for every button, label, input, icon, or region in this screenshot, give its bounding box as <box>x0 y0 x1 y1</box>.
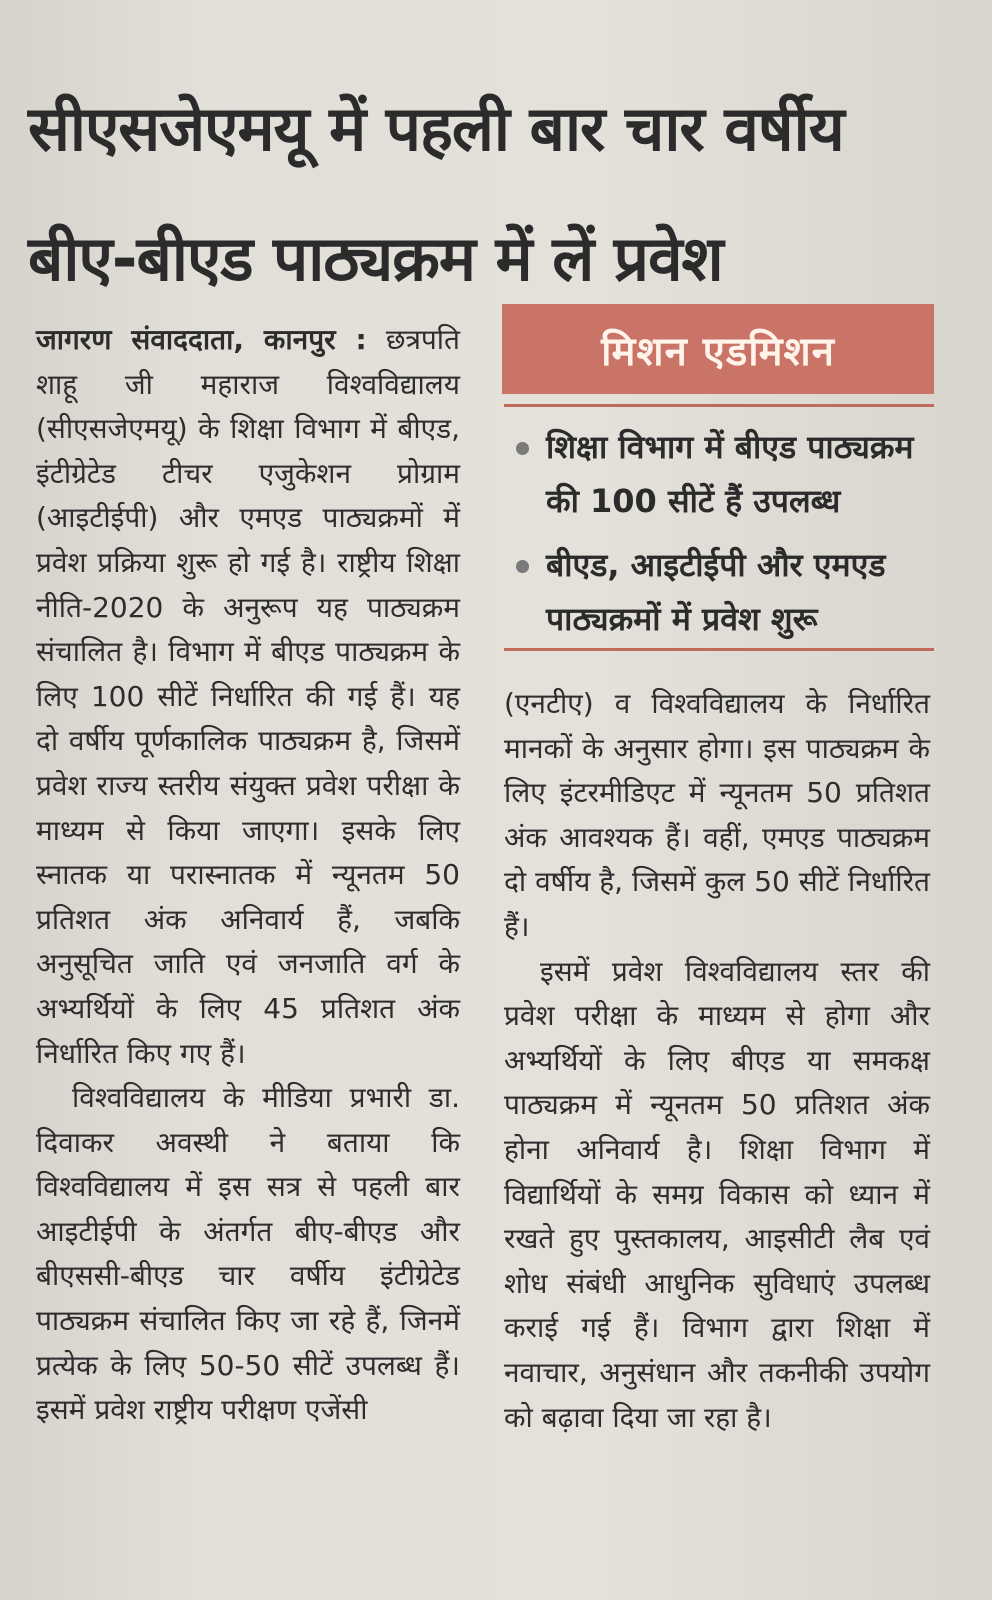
box-bottom-rule <box>504 648 934 651</box>
article-paragraph-1-text: छत्रपति शाहू जी महाराज विश्वविद्यालय (सीएसजेएमयू) के शिक्षा विभाग में बीएड, इंटीग्रेटेड टीचर एजुकेशन प्रोग्राम (आइटीईपी) और एमएड पाठ्यक्रमों में प्रवेश प्रक्रिया शुरू हो गई है। राष्ट्रीय शिक्षा नीति-2020 के अनुरूप यह पाठ्यक्रम संचालित है। विभाग में बीएड पाठ्यक्रम के लिए 100 सीटें निर्धारित की गई हैं। यह दो वर्षीय पूर्णकालिक पाठ्यक्रम है, जिसमें प्रवेश राज्य स्तरीय संयुक्त प्रवेश परीक्षा के माध्यम से किया जाएगा। इसके लिए स्नातक या परास्नातक में न्यूनतम 50 प्रतिशत अंक अनिवार्य हैं, जबकि अनुसूचित जाति एवं जनजाति वर्ग के अभ्यर्थियों के लिए 45 प्रतिशत अंक निर्धारित किए गए हैं। <box>36 323 461 1070</box>
article-paragraph-4: इसमें प्रवेश विश्वविद्यालय स्तर की प्रवेश परीक्षा के माध्यम से होगा और अभ्यर्थियों के लिए बीएड या समकक्ष पाठ्यक्रम में न्यूनतम 50 प्रतिशत अंक होना अनिवार्य है। शिक्षा विभाग में विद्यार्थियों के समग्र विकास को ध्यान में रखते हुए पुस्तकालय, आइसीटी लैब एवं शोध संबंधी आधुनिक सुविधाएं उपलब्ध कराई गई हैं। विभाग द्वारा शिक्षा में नवाचार, अनुसंधान और तकनीकी उपयोग को बढ़ावा दिया जा रहा है। <box>504 954 930 1434</box>
highlight-item <box>516 538 932 646</box>
box-title: मिशन एडमिशन <box>601 328 835 375</box>
headline <box>28 64 958 324</box>
highlights-list <box>516 420 932 656</box>
headline-line-1: सीएसजेएमयू में पहली बार चार वर्षीय <box>28 92 844 165</box>
article-column-right <box>504 682 930 1440</box>
article-paragraph-2: विश्वविद्यालय के मीडिया प्रभारी डा. दिवाकर अवस्थी ने बताया कि विश्वविद्यालय में इस सत्र से पहली बार आइटीईपी के अंतर्गत बीए-बीएड और बीएससी-बीएड चार वर्षीय इंटीग्रेटेड पाठ्यक्रम संचालित किए जा रहे हैं, जिनमें प्रत्येक के लिए 50-50 सीटें उपलब्ध हैं। इसमें प्रवेश राष्ट्रीय परीक्षण एजेंसी <box>36 1081 460 1427</box>
bullet-icon <box>516 560 529 573</box>
box-top-rule <box>504 404 934 407</box>
highlight-text: बीएड, आइटीईपी और एमएड पाठ्यक्रमों में प्रवेश शुरू <box>546 546 886 638</box>
article-paragraph-3: (एनटीए) व विश्वविद्यालय के निर्धारित मानकों के अनुसार होगा। इस पाठ्यक्रम के लिए इंटरमीडिएट में न्यूनतम 50 प्रतिशत अंक आवश्यक हैं। वहीं, एमएड पाठ्यक्रम दो वर्षीय है, जिसमें कुल 50 सीटें निर्धारित हैं। <box>504 687 930 943</box>
highlight-text: शिक्षा विभाग में बीएड पाठ्यक्रम की 100 सीटें हैं उपलब्ध <box>546 428 914 520</box>
bullet-icon <box>516 442 529 455</box>
article-paragraph-1 <box>36 318 460 1076</box>
highlight-item <box>516 420 932 528</box>
article-column-left <box>36 318 460 1433</box>
mission-admission-box <box>502 304 934 394</box>
byline: जागरण संवाददाता, कानपुर : <box>36 323 367 356</box>
headline-line-2: बीए-बीएड पाठ्यक्रम में लें प्रवेश <box>28 222 723 295</box>
